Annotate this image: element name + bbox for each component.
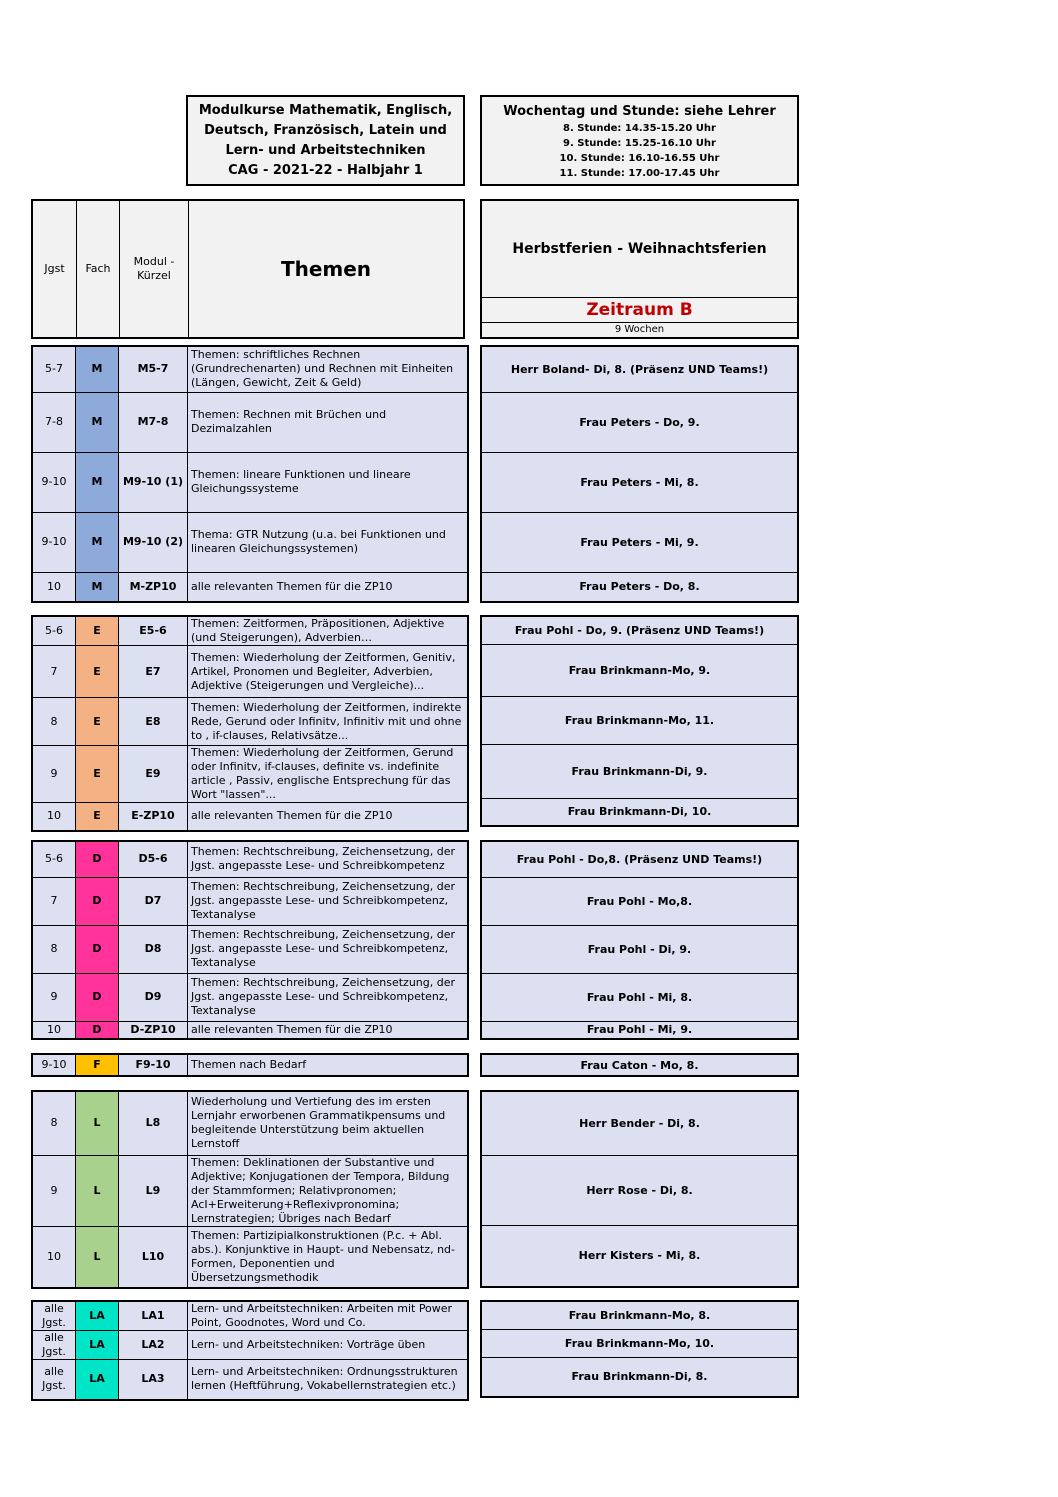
teacher-group bbox=[480, 345, 799, 603]
fach-badge: D bbox=[76, 1021, 119, 1039]
jgst-cell: 9 bbox=[32, 973, 76, 1021]
module-row bbox=[32, 1226, 468, 1288]
jgst-cell: alle Jgst. bbox=[32, 1360, 76, 1400]
jgst-cell: 7-8 bbox=[32, 392, 76, 452]
modul-code: M9-10 (1) bbox=[119, 452, 188, 512]
module-group bbox=[31, 1300, 469, 1401]
schedule-info-title: Wochentag und Stunde: siehe Lehrer bbox=[503, 104, 776, 119]
fach-badge: L bbox=[76, 1155, 119, 1226]
module-row bbox=[32, 1331, 468, 1360]
teacher-row bbox=[481, 925, 798, 973]
teacher-row bbox=[481, 1329, 798, 1357]
modul-code: D8 bbox=[119, 925, 188, 973]
module-row bbox=[32, 1301, 468, 1331]
teacher-row bbox=[481, 1021, 798, 1039]
themen-cell: Themen nach Bedarf bbox=[188, 1054, 469, 1076]
modul-code: M5-7 bbox=[119, 346, 188, 392]
teacher-row bbox=[481, 973, 798, 1021]
modul-code: M-ZP10 bbox=[119, 572, 188, 602]
column-header-modul-label: Kürzel bbox=[137, 269, 171, 282]
teacher-cell: Frau Pohl - Do, 9. (Präsenz UND Teams!) bbox=[481, 616, 798, 644]
fach-badge: D bbox=[76, 925, 119, 973]
lesson-time: 8. Stunde: 14.35-15.20 Uhr bbox=[563, 123, 716, 134]
fach-badge: E bbox=[76, 698, 119, 746]
themen-cell: Themen: Wiederholung der Zeitformen, Gerund oder Infinitv, if-clauses, definite vs. indefinite article , Passiv, englische Entsprechung für das Wort "lassen"... bbox=[188, 746, 469, 803]
jgst-cell: 9-10 bbox=[32, 1054, 76, 1076]
jgst-cell: 10 bbox=[32, 1021, 76, 1039]
module-group bbox=[31, 840, 469, 1040]
fach-badge: LA bbox=[76, 1301, 119, 1331]
jgst-cell: 10 bbox=[32, 572, 76, 602]
module-row bbox=[32, 877, 468, 925]
jgst-cell: 7 bbox=[32, 646, 76, 698]
column-header-jgst bbox=[33, 201, 77, 337]
module-row bbox=[32, 1054, 468, 1076]
fach-badge: D bbox=[76, 841, 119, 877]
module-row bbox=[32, 512, 468, 572]
teacher-cell: Frau Brinkmann-Mo, 11. bbox=[481, 696, 798, 744]
teacher-row bbox=[481, 1091, 798, 1155]
jgst-cell: 10 bbox=[32, 1226, 76, 1288]
jgst-cell: 9-10 bbox=[32, 512, 76, 572]
fach-badge: E bbox=[76, 803, 119, 831]
themen-cell: Lern- und Arbeitstechniken: Ordnungsstrukturen lernen (Heftführung, Vokabellernstrategien etc.) bbox=[188, 1360, 469, 1400]
teacher-cell: Herr Kisters - Mi, 8. bbox=[481, 1225, 798, 1287]
teacher-cell: Frau Peters - Do, 8. bbox=[481, 572, 798, 602]
modul-code: M7-8 bbox=[119, 392, 188, 452]
teacher-row bbox=[481, 1357, 798, 1397]
teacher-cell: Herr Bender - Di, 8. bbox=[481, 1091, 798, 1155]
module-row bbox=[32, 841, 468, 877]
fach-badge: M bbox=[76, 346, 119, 392]
module-row bbox=[32, 973, 468, 1021]
modul-code: LA1 bbox=[119, 1301, 188, 1331]
modul-code: L8 bbox=[119, 1091, 188, 1155]
module-row bbox=[32, 616, 468, 646]
column-header bbox=[31, 199, 465, 339]
module-row bbox=[32, 925, 468, 973]
lesson-time: 11. Stunde: 17.00-17.45 Uhr bbox=[559, 168, 720, 179]
module-group bbox=[31, 615, 469, 832]
jgst-cell: 5-6 bbox=[32, 841, 76, 877]
teacher-cell: Frau Brinkmann-Di, 9. bbox=[481, 744, 798, 798]
column-header-modul bbox=[120, 201, 189, 337]
themen-cell: Themen: Rechtschreibung, Zeichensetzung, der Jgst. angepasste Lese- und Schreibkompetenz, Textanalyse bbox=[188, 877, 469, 925]
teacher-cell: Frau Pohl - Mi, 8. bbox=[481, 973, 798, 1021]
teacher-row bbox=[481, 346, 798, 392]
module-row bbox=[32, 572, 468, 602]
teacher-cell: Frau Pohl - Mi, 9. bbox=[481, 1021, 798, 1039]
themen-cell: alle relevanten Themen für die ZP10 bbox=[188, 803, 469, 831]
teacher-row bbox=[481, 644, 798, 696]
teacher-cell: Frau Brinkmann-Mo, 9. bbox=[481, 644, 798, 696]
column-header-jgst-label: Jgst bbox=[44, 262, 65, 275]
lesson-time: 9. Stunde: 15.25-16.10 Uhr bbox=[563, 138, 716, 149]
period-zeitraum: Zeitraum B bbox=[482, 298, 797, 323]
fach-badge: D bbox=[76, 973, 119, 1021]
fach-badge: E bbox=[76, 646, 119, 698]
teacher-cell: Frau Brinkmann-Mo, 8. bbox=[481, 1301, 798, 1329]
column-header-themen-label: Themen bbox=[280, 257, 372, 281]
modul-code: L9 bbox=[119, 1155, 188, 1226]
period-title: Herbstferien - Weihnachtsferien bbox=[482, 201, 797, 298]
teacher-row bbox=[481, 696, 798, 744]
themen-cell: Themen: Partizipialkonstruktionen (P.c. + Abl. abs.). Konjunktive in Haupt- und Nebensatz, nd-Formen, Deponentien und Übersetzungsmethodik bbox=[188, 1226, 469, 1288]
teacher-group bbox=[480, 615, 799, 827]
module-group bbox=[31, 345, 469, 603]
teacher-cell: Frau Peters - Mi, 9. bbox=[481, 512, 798, 572]
teacher-row bbox=[481, 1054, 798, 1076]
module-group bbox=[31, 1053, 469, 1077]
teacher-cell: Frau Peters - Mi, 8. bbox=[481, 452, 798, 512]
themen-cell: Themen: Wiederholung der Zeitformen, Genitiv, Artikel, Pronomen und Begleiter, Adverbien, Adjektive (Steigerungen und Vergleiche)... bbox=[188, 646, 469, 698]
teacher-row bbox=[481, 392, 798, 452]
fach-badge: M bbox=[76, 452, 119, 512]
themen-cell: Wiederholung und Vertiefung des im ersten Lernjahr erworbenen Grammatikpensums und begleitende Unterstützung beim aktuellen Lernstoff bbox=[188, 1091, 469, 1155]
fach-badge: L bbox=[76, 1226, 119, 1288]
teacher-group bbox=[480, 1053, 799, 1077]
themen-cell: alle relevanten Themen für die ZP10 bbox=[188, 572, 469, 602]
modul-code: D-ZP10 bbox=[119, 1021, 188, 1039]
teacher-cell: Frau Brinkmann-Mo, 10. bbox=[481, 1329, 798, 1357]
modul-code: D5-6 bbox=[119, 841, 188, 877]
jgst-cell: alle Jgst. bbox=[32, 1301, 76, 1331]
teacher-row bbox=[481, 841, 798, 877]
module-row bbox=[32, 1021, 468, 1039]
title-line: Deutsch, Französisch, Latein und bbox=[204, 123, 447, 138]
fach-badge: L bbox=[76, 1091, 119, 1155]
module-row bbox=[32, 746, 468, 803]
jgst-cell: alle Jgst. bbox=[32, 1331, 76, 1360]
column-header-modul-label: Modul - bbox=[133, 255, 175, 268]
module-row bbox=[32, 646, 468, 698]
fach-badge: F bbox=[76, 1054, 119, 1076]
module-row bbox=[32, 392, 468, 452]
module-row bbox=[32, 346, 468, 392]
themen-cell: Thema: GTR Nutzung (u.a. bei Funktionen und linearen Gleichungssystemen) bbox=[188, 512, 469, 572]
teacher-cell: Frau Pohl - Mo,8. bbox=[481, 877, 798, 925]
teacher-row bbox=[481, 877, 798, 925]
teacher-row bbox=[481, 616, 798, 644]
fach-badge: LA bbox=[76, 1360, 119, 1400]
teacher-row bbox=[481, 1225, 798, 1287]
jgst-cell: 10 bbox=[32, 803, 76, 831]
jgst-cell: 8 bbox=[32, 698, 76, 746]
modul-code: M9-10 (2) bbox=[119, 512, 188, 572]
modul-code: E7 bbox=[119, 646, 188, 698]
teacher-cell: Frau Pohl - Di, 9. bbox=[481, 925, 798, 973]
module-row bbox=[32, 803, 468, 831]
modul-code: LA3 bbox=[119, 1360, 188, 1400]
teacher-group bbox=[480, 1300, 799, 1398]
fach-badge: E bbox=[76, 616, 119, 646]
jgst-cell: 7 bbox=[32, 877, 76, 925]
teacher-row bbox=[481, 572, 798, 602]
jgst-cell: 8 bbox=[32, 925, 76, 973]
modul-code: D9 bbox=[119, 973, 188, 1021]
themen-cell: alle relevanten Themen für die ZP10 bbox=[188, 1021, 469, 1039]
teacher-group bbox=[480, 1090, 799, 1288]
column-header-fach-label: Fach bbox=[85, 262, 111, 275]
lesson-time: 10. Stunde: 16.10-16.55 Uhr bbox=[559, 153, 720, 164]
teacher-cell: Frau Brinkmann-Di, 8. bbox=[481, 1357, 798, 1397]
jgst-cell: 9 bbox=[32, 1155, 76, 1226]
module-row bbox=[32, 452, 468, 512]
title-box bbox=[186, 95, 465, 186]
themen-cell: Themen: Rechtschreibung, Zeichensetzung, der Jgst. angepasste Lese- und Schreibkompetenz bbox=[188, 841, 469, 877]
modul-code: F9-10 bbox=[119, 1054, 188, 1076]
themen-cell: Themen: Deklinationen der Substantive und Adjektive; Konjugationen der Tempora, Bildung der Stammformen; Relativpronomen; AcI+Erweiterung+Reflexivpronomina; Lernstrategien; Übriges nach Bedarf bbox=[188, 1155, 469, 1226]
modul-code: E9 bbox=[119, 746, 188, 803]
teacher-cell: Frau Brinkmann-Di, 10. bbox=[481, 798, 798, 826]
teacher-row bbox=[481, 798, 798, 826]
teacher-group bbox=[480, 840, 799, 1040]
title-line: Lern- und Arbeitstechniken bbox=[225, 143, 426, 158]
title-line: CAG - 2021-22 - Halbjahr 1 bbox=[228, 163, 423, 178]
fach-badge: D bbox=[76, 877, 119, 925]
column-header-fach bbox=[77, 201, 120, 337]
fach-badge: M bbox=[76, 512, 119, 572]
teacher-cell: Herr Boland- Di, 8. (Präsenz UND Teams!) bbox=[481, 346, 798, 392]
teacher-cell: Frau Caton - Mo, 8. bbox=[481, 1054, 798, 1076]
title-line: Modulkurse Mathematik, Englisch, bbox=[198, 103, 453, 118]
fach-badge: M bbox=[76, 572, 119, 602]
themen-cell: Themen: Rechnen mit Brüchen und Dezimalzahlen bbox=[188, 392, 469, 452]
themen-cell: Themen: lineare Funktionen und lineare Gleichungssysteme bbox=[188, 452, 469, 512]
teacher-row bbox=[481, 1301, 798, 1329]
jgst-cell: 9 bbox=[32, 746, 76, 803]
module-group bbox=[31, 1090, 469, 1289]
jgst-cell: 5-7 bbox=[32, 346, 76, 392]
themen-cell: Themen: Wiederholung der Zeitformen, indirekte Rede, Gerund oder Infinitv, Infinitiv mit und ohne to , if-clauses, Relativsätze... bbox=[188, 698, 469, 746]
modul-code: E8 bbox=[119, 698, 188, 746]
fach-badge: M bbox=[76, 392, 119, 452]
modul-code: D7 bbox=[119, 877, 188, 925]
jgst-cell: 8 bbox=[32, 1091, 76, 1155]
fach-badge: LA bbox=[76, 1331, 119, 1360]
teacher-cell: Herr Rose - Di, 8. bbox=[481, 1155, 798, 1225]
modul-code: L10 bbox=[119, 1226, 188, 1288]
schedule-info-box bbox=[480, 95, 799, 186]
period-wochen: 9 Wochen bbox=[614, 324, 665, 335]
themen-cell: Lern- und Arbeitstechniken: Vorträge üben bbox=[188, 1331, 469, 1360]
themen-cell: Themen: Zeitformen, Präpositionen, Adjektive (und Steigerungen), Adverbien… bbox=[188, 616, 469, 646]
jgst-cell: 9-10 bbox=[32, 452, 76, 512]
teacher-cell: Frau Pohl - Do,8. (Präsenz UND Teams!) bbox=[481, 841, 798, 877]
jgst-cell: 5-6 bbox=[32, 616, 76, 646]
teacher-cell: Frau Peters - Do, 9. bbox=[481, 392, 798, 452]
module-row bbox=[32, 1155, 468, 1226]
modul-code: E5-6 bbox=[119, 616, 188, 646]
modul-code: E-ZP10 bbox=[119, 803, 188, 831]
fach-badge: E bbox=[76, 746, 119, 803]
teacher-row bbox=[481, 512, 798, 572]
module-row bbox=[32, 1091, 468, 1155]
themen-cell: Lern- und Arbeitstechniken: Arbeiten mit Power Point, Goodnotes, Word und Co. bbox=[188, 1301, 469, 1331]
column-header-themen bbox=[189, 201, 463, 337]
themen-cell: Themen: schriftliches Rechnen (Grundrechenarten) und Rechnen mit Einheiten (Längen, Gewicht, Zeit & Geld) bbox=[188, 346, 469, 392]
modul-code: LA2 bbox=[119, 1331, 188, 1360]
teacher-row bbox=[481, 452, 798, 512]
themen-cell: Themen: Rechtschreibung, Zeichensetzung, der Jgst. angepasste Lese- und Schreibkompetenz, Textanalyse bbox=[188, 973, 469, 1021]
themen-cell: Themen: Rechtschreibung, Zeichensetzung, der Jgst. angepasste Lese- und Schreibkompetenz, Textanalyse bbox=[188, 925, 469, 973]
teacher-row bbox=[481, 1155, 798, 1225]
module-row bbox=[32, 698, 468, 746]
module-row bbox=[32, 1360, 468, 1400]
period-header bbox=[480, 199, 799, 339]
teacher-row bbox=[481, 744, 798, 798]
